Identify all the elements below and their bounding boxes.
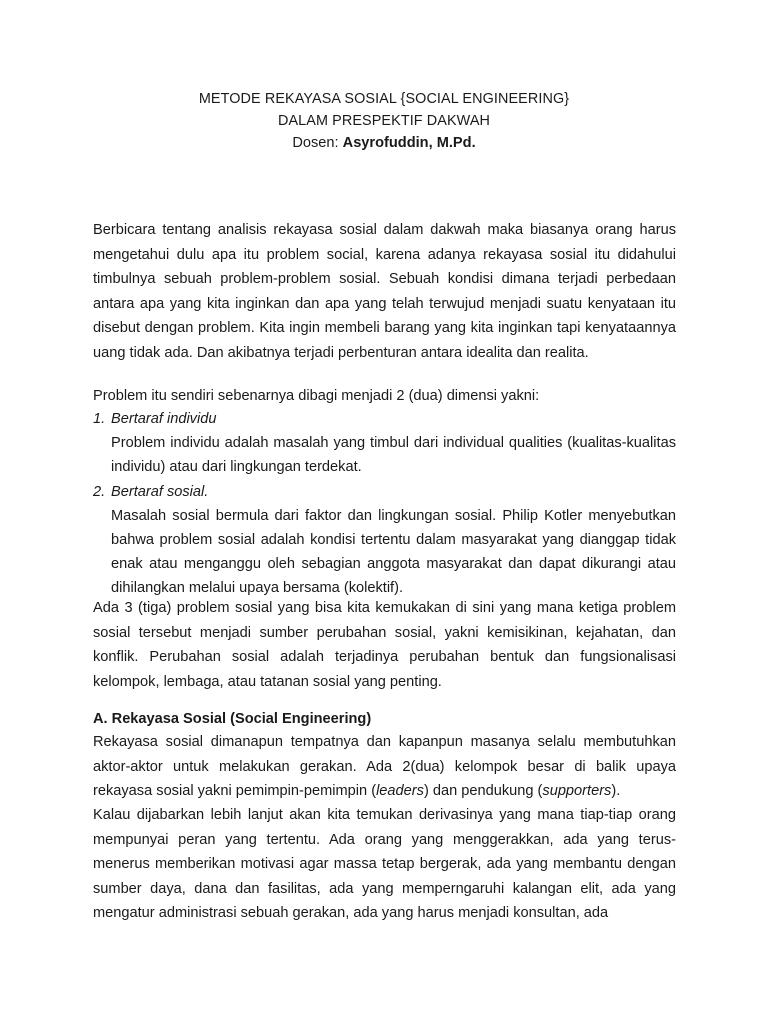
document-title-line-2: DALAM PRESPEKTIF DAKWAH <box>277 113 491 129</box>
list-item <box>93 407 676 480</box>
social-problems-paragraph: Ada 3 (tiga) problem sosial yang bisa kita kemukakan di sini yang mana ketiga problem sosial tersebut menjadi sumber perubahan sosial, yakni kemisikinan, kejahatan, dan konflik. Perubahan sosial adalah terjadinya perubahan bentuk dan fungsionalisasi kelompok, lembaga, atau tatanan sosial yang penting. <box>93 600 676 690</box>
list-item-term: Bertaraf sosial. <box>111 483 209 500</box>
actors-paragraph <box>93 730 676 804</box>
lecturer-label: Dosen: <box>292 135 343 151</box>
actors-text-end: ). <box>611 783 621 800</box>
leaders-term: leaders <box>376 783 424 800</box>
dimension-intro-paragraph: Problem itu sendiri sebenarnya dibagi menjadi 2 (dua) dimensi yakni: <box>93 388 540 404</box>
roles-paragraph: Kalau dijabarkan lebih lanjut akan kita temukan derivasinya yang mana tiap-tiap orang mempunyai peran yang tertentu. Ada orang yang menggerakkan, ada yang terus-menerus memberikan motivasi agar massa tetap bergerak, ada yang membantu dengan sumber daya, dana dan fasilitas, ada yang memperngaruhi kalangan elit, ada yang mengatur administrasi sebuah gerakan, ada yang harus menjadi konsultan, ada <box>93 807 676 922</box>
list-item-text: Problem individu adalah masalah yang timbul dari individual qualities (kualitas-kualitas individu) atau dari lingkungan terdekat. <box>111 435 676 476</box>
actors-text-start: Rekayasa sosial dimanapun tempatnya dan kapanpun masanya selalu membutuhkan aktor-aktor untuk melakukan gerakan. Ada 2(dua) kelompok besar di balik upaya rekayasa sosial yakni pemimpin-pemimpin ( <box>93 734 676 800</box>
section-heading: A. Rekayasa Sosial (Social Engineering) <box>93 711 372 727</box>
list-item-term: Bertaraf individu <box>111 411 217 427</box>
lecturer-name: Asyrofuddin, M.Pd. <box>342 135 476 151</box>
list-item <box>93 480 676 601</box>
lecturer-line <box>0 132 768 154</box>
actors-text-middle: ) dan pendukung ( <box>423 783 543 800</box>
list-item-number: 2. <box>93 483 106 500</box>
supporters-term: supporters <box>542 783 612 800</box>
list-item-number: 1. <box>93 411 106 427</box>
document-title-line-1: METODE REKAYASA SOSIAL {SOCIAL ENGINEERING} <box>198 91 570 107</box>
dimension-list <box>93 407 676 601</box>
intro-paragraph: Berbicara tentang analisis rekayasa sosial dalam dakwah maka biasanya orang harus mengetahui dulu apa itu problem social, karena adanya rekayasa sosial itu didahului timbulnya sebuah problem-problem sosial. Sebuah kondisi dimana terjadi perbedaan antara apa yang kita inginkan dan apa yang telah terwujud menjadi suatu kenyataan itu disebut dengan problem. Kita ingin membeli barang yang kita inginkan tapi kenyataannya uang tidak ada. Dan akibatnya terjadi perbenturan antara idealita dan realita. <box>93 222 676 361</box>
list-item-text: Masalah sosial bermula dari faktor dan lingkungan sosial. Philip Kotler menyebutkan bahwa problem sosial adalah kondisi tertentu dalam masyarakat yang dianggap tidak enak atau menganggu oleh sebagian anggota masyarakat dan dapat dikurangi atau dihilangkan melalui upaya bersama (kolektif). <box>111 507 676 597</box>
document-header <box>0 88 768 154</box>
